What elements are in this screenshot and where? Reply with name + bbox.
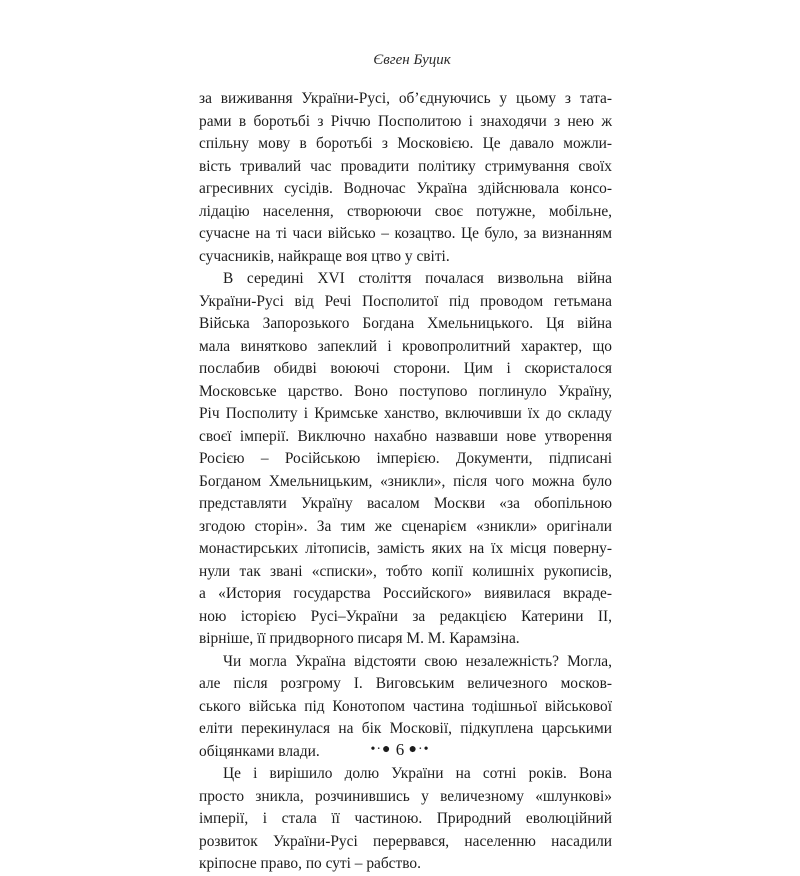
text-line: вість тривалий час провадити політику стримування своїх	[199, 157, 612, 175]
text-line: України-Русі від Речі Посполитої під проводом гетьмана	[199, 292, 612, 310]
text-line: кріпосне право, по суті – рабство.	[199, 855, 421, 872]
text-line: В середині XVI століття почалася визвольна війна	[223, 270, 612, 287]
ornament-dots-left: •·●	[370, 742, 392, 757]
text-line: сучасників, найкраще воя цтво у світі.	[199, 247, 450, 265]
text-line: монастирських літописів, замість яких на їх місця поверну-	[199, 540, 612, 557]
text-line: обіцянками влади.	[199, 742, 320, 760]
paragraph	[199, 268, 612, 651]
text-line: вірніше, її придворного писаря М. М. Карамзіна.	[199, 630, 520, 647]
running-head-author: Євген Буцик	[373, 52, 451, 68]
text-line: але після розгрому І. Виговським величезного москов-	[199, 675, 612, 692]
paragraph	[199, 88, 612, 268]
text-line: Росією – Російською імперією. Документи, підписані	[199, 450, 612, 467]
text-line: розвиток України-Русі перервався, населенню насадили	[199, 832, 612, 850]
ornament-dots-right: ●·•	[408, 742, 430, 757]
text-line: імперії, і стала її частиною. Природний еволюційний	[199, 810, 612, 827]
text-line: рами в боротьбі з Річчю Посполитою і знаходячи з нею ж	[199, 112, 612, 130]
text-line: своєї імперії. Виключно нахабно назвавши нове утворення	[199, 427, 612, 445]
text-line: ського війська під Конотопом частина тодішньої військової	[199, 697, 612, 715]
text-line: представляти Україну васалом Москви «за обопільною	[199, 495, 612, 512]
text-line: спільну мову в боротьбі з Московією. Це давало можли-	[199, 135, 612, 152]
text-line: мала винятково запеклий і кровопролитний характер, що	[199, 337, 612, 355]
page-number: 6	[395, 740, 405, 759]
text-line: Московське царство. Воно поступово поглинуло Україну,	[199, 382, 612, 400]
text-line: ною історією Русі–України за редакцією Катерини II,	[199, 607, 612, 625]
text-line: послабив обидві воюючі сторони. Цим і скористалося	[199, 360, 612, 377]
text-line: Це і вирішило долю України на сотні років. Вона	[223, 765, 612, 782]
text-line: нули так звані «списки», тобто копії колишніх рукописів,	[199, 562, 612, 580]
text-line: згодою сторін». За тим же сценарієм «зникли» оригінали	[199, 517, 612, 535]
text-line: Річ Посполиту і Кримське ханство, включивши їх до складу	[199, 405, 612, 422]
text-line: сучасне на ті часи військо – козацтво. Це було, за визнанням	[199, 225, 612, 242]
text-line: Богданом Хмельницьким, «зникли», після чого можна було	[199, 472, 612, 490]
text-line: а «История государства Российского» виявилася вкраде-	[199, 585, 612, 602]
page-number-footer	[0, 740, 800, 760]
text-line: Чи могла Україна відстояти свою незалежність? Могла,	[223, 652, 612, 670]
text-line: лідацію населення, створюючи своє потужне, мобільне,	[199, 202, 612, 220]
text-line: Війська Запорозького Богдана Хмельницького. Ця війна	[199, 315, 612, 332]
text-line: за виживання України-Русі, об’єднуючись у цьому з тата-	[199, 90, 612, 107]
text-line: еліти перекинулася на бік Московії, підкуплена царськими	[199, 720, 612, 737]
paragraph	[199, 763, 612, 876]
text-line: просто зникла, розчинившись у величезному «шлункові»	[199, 787, 612, 805]
text-line: агресивних сусідів. Водночас Україна здійснювала консо-	[199, 180, 612, 197]
